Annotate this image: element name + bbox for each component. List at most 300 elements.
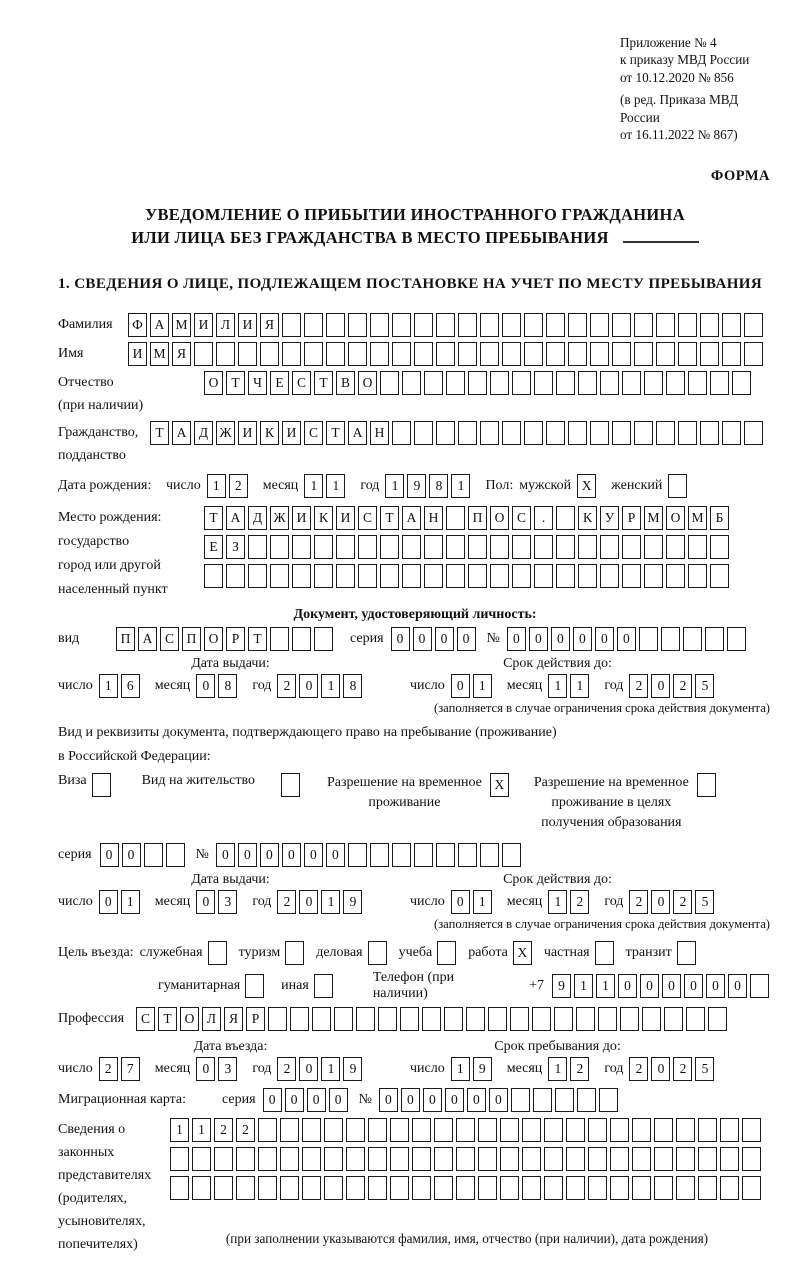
char-cell[interactable]: Д	[248, 506, 267, 530]
char-cell[interactable]: О	[204, 371, 223, 395]
char-cell[interactable]	[390, 1147, 409, 1171]
char-cell[interactable]: С	[292, 371, 311, 395]
char-cell[interactable]	[490, 535, 509, 559]
char-cell[interactable]	[424, 371, 443, 395]
char-cell[interactable]	[258, 1176, 277, 1200]
char-cell[interactable]: Ч	[248, 371, 267, 395]
char-cell[interactable]: 1	[548, 674, 567, 698]
char-cell[interactable]: 0	[451, 890, 470, 914]
char-cell[interactable]	[678, 342, 697, 366]
char-cell[interactable]: 2	[629, 1057, 648, 1081]
char-cell[interactable]	[742, 1147, 761, 1171]
char-cell[interactable]	[390, 1118, 409, 1142]
char-cell[interactable]: М	[150, 342, 169, 366]
char-cell[interactable]: Ж	[216, 421, 235, 445]
char-cell[interactable]	[720, 1147, 739, 1171]
char-cell[interactable]: 0	[489, 1088, 508, 1112]
char-cell[interactable]: О	[204, 627, 223, 651]
char-cell[interactable]: 1	[321, 1057, 340, 1081]
char-cell[interactable]	[270, 627, 289, 651]
char-cell[interactable]	[644, 564, 663, 588]
char-cell[interactable]	[544, 1147, 563, 1171]
char-cell[interactable]: 2	[229, 474, 248, 498]
char-cell[interactable]	[656, 421, 675, 445]
char-cell[interactable]: 0	[263, 1088, 282, 1112]
char-cell[interactable]: И	[128, 342, 147, 366]
char-cell[interactable]	[522, 1147, 541, 1171]
char-cell[interactable]	[698, 1118, 717, 1142]
char-cell[interactable]	[644, 371, 663, 395]
char-cell[interactable]: П	[468, 506, 487, 530]
char-cell[interactable]: 0	[573, 627, 592, 651]
char-cell[interactable]	[590, 313, 609, 337]
char-cell[interactable]	[380, 371, 399, 395]
char-cell[interactable]: 2	[277, 1057, 296, 1081]
char-cell[interactable]	[324, 1147, 343, 1171]
char-cell[interactable]	[192, 1147, 211, 1171]
char-cell[interactable]	[710, 564, 729, 588]
char-cell[interactable]: О	[180, 1007, 199, 1031]
char-cell[interactable]	[524, 342, 543, 366]
char-cell[interactable]	[490, 371, 509, 395]
char-cell[interactable]	[280, 1176, 299, 1200]
char-cell[interactable]	[656, 342, 675, 366]
char-cell[interactable]	[478, 1147, 497, 1171]
char-cell[interactable]: 9	[407, 474, 426, 498]
char-cell[interactable]: 1	[451, 1057, 470, 1081]
char-cell[interactable]	[208, 941, 227, 965]
char-cell[interactable]	[522, 1118, 541, 1142]
char-cell[interactable]	[510, 1007, 529, 1031]
char-cell[interactable]: X	[513, 941, 532, 965]
char-cell[interactable]	[697, 773, 716, 797]
char-cell[interactable]	[502, 313, 521, 337]
char-cell[interactable]: М	[688, 506, 707, 530]
char-cell[interactable]: А	[226, 506, 245, 530]
char-cell[interactable]: 0	[196, 674, 215, 698]
char-cell[interactable]	[292, 564, 311, 588]
char-cell[interactable]: 1	[596, 974, 615, 998]
char-cell[interactable]: 8	[429, 474, 448, 498]
char-cell[interactable]: И	[238, 421, 257, 445]
char-cell[interactable]: 0	[100, 843, 119, 867]
char-cell[interactable]	[248, 564, 267, 588]
char-cell[interactable]	[639, 627, 658, 651]
char-cell[interactable]: Ф	[128, 313, 147, 337]
char-cell[interactable]: 0	[640, 974, 659, 998]
char-cell[interactable]	[480, 843, 499, 867]
char-cell[interactable]: И	[336, 506, 355, 530]
char-cell[interactable]: Р	[246, 1007, 265, 1031]
char-cell[interactable]: К	[578, 506, 597, 530]
char-cell[interactable]	[634, 313, 653, 337]
char-cell[interactable]: С	[512, 506, 531, 530]
char-cell[interactable]	[732, 371, 751, 395]
char-cell[interactable]	[304, 342, 323, 366]
char-cell[interactable]: 1	[451, 474, 470, 498]
char-cell[interactable]	[534, 371, 553, 395]
char-cell[interactable]: И	[282, 421, 301, 445]
char-cell[interactable]	[720, 1118, 739, 1142]
char-cell[interactable]	[380, 535, 399, 559]
char-cell[interactable]: Я	[260, 313, 279, 337]
char-cell[interactable]	[412, 1176, 431, 1200]
char-cell[interactable]: 1	[548, 1057, 567, 1081]
char-cell[interactable]	[368, 941, 387, 965]
char-cell[interactable]	[500, 1147, 519, 1171]
char-cell[interactable]	[600, 535, 619, 559]
char-cell[interactable]	[402, 535, 421, 559]
char-cell[interactable]	[358, 564, 377, 588]
char-cell[interactable]: X	[577, 474, 596, 498]
char-cell[interactable]	[434, 1147, 453, 1171]
char-cell[interactable]: И	[194, 313, 213, 337]
char-cell[interactable]	[281, 773, 300, 797]
char-cell[interactable]	[676, 1118, 695, 1142]
char-cell[interactable]	[654, 1176, 673, 1200]
char-cell[interactable]: 2	[277, 674, 296, 698]
char-cell[interactable]: 1	[570, 674, 589, 698]
char-cell[interactable]	[610, 1118, 629, 1142]
char-cell[interactable]	[595, 941, 614, 965]
char-cell[interactable]	[422, 1007, 441, 1031]
char-cell[interactable]: 1	[321, 674, 340, 698]
char-cell[interactable]: 1	[207, 474, 226, 498]
char-cell[interactable]	[458, 843, 477, 867]
char-cell[interactable]	[436, 313, 455, 337]
char-cell[interactable]	[358, 535, 377, 559]
char-cell[interactable]	[710, 535, 729, 559]
char-cell[interactable]: С	[358, 506, 377, 530]
char-cell[interactable]: 1	[574, 974, 593, 998]
char-cell[interactable]: А	[138, 627, 157, 651]
char-cell[interactable]	[634, 342, 653, 366]
char-cell[interactable]	[166, 843, 185, 867]
char-cell[interactable]: 9	[552, 974, 571, 998]
char-cell[interactable]	[546, 313, 565, 337]
char-cell[interactable]	[566, 1147, 585, 1171]
char-cell[interactable]: 5	[695, 890, 714, 914]
char-cell[interactable]	[424, 564, 443, 588]
char-cell[interactable]	[312, 1007, 331, 1031]
char-cell[interactable]: И	[238, 313, 257, 337]
char-cell[interactable]	[656, 313, 675, 337]
char-cell[interactable]	[292, 627, 311, 651]
char-cell[interactable]: А	[348, 421, 367, 445]
char-cell[interactable]	[236, 1176, 255, 1200]
char-cell[interactable]: 0	[651, 674, 670, 698]
char-cell[interactable]	[245, 974, 264, 998]
char-cell[interactable]: З	[226, 535, 245, 559]
char-cell[interactable]: Б	[710, 506, 729, 530]
char-cell[interactable]	[424, 535, 443, 559]
char-cell[interactable]: 0	[423, 1088, 442, 1112]
char-cell[interactable]	[285, 941, 304, 965]
char-cell[interactable]	[434, 1118, 453, 1142]
char-cell[interactable]: А	[150, 313, 169, 337]
char-cell[interactable]	[708, 1007, 727, 1031]
char-cell[interactable]	[742, 1118, 761, 1142]
char-cell[interactable]	[568, 421, 587, 445]
char-cell[interactable]	[544, 1176, 563, 1200]
char-cell[interactable]	[346, 1118, 365, 1142]
char-cell[interactable]	[642, 1007, 661, 1031]
char-cell[interactable]	[524, 421, 543, 445]
char-cell[interactable]	[412, 1147, 431, 1171]
char-cell[interactable]: Т	[380, 506, 399, 530]
char-cell[interactable]: 0	[326, 843, 345, 867]
char-cell[interactable]: 0	[379, 1088, 398, 1112]
char-cell[interactable]	[480, 313, 499, 337]
char-cell[interactable]	[290, 1007, 309, 1031]
char-cell[interactable]	[686, 1007, 705, 1031]
char-cell[interactable]	[468, 535, 487, 559]
char-cell[interactable]	[722, 342, 741, 366]
char-cell[interactable]	[456, 1147, 475, 1171]
char-cell[interactable]	[346, 1176, 365, 1200]
char-cell[interactable]: 0	[684, 974, 703, 998]
char-cell[interactable]: Ж	[270, 506, 289, 530]
char-cell[interactable]: 0	[651, 890, 670, 914]
char-cell[interactable]	[683, 627, 702, 651]
char-cell[interactable]: 0	[595, 627, 614, 651]
char-cell[interactable]	[556, 371, 575, 395]
char-cell[interactable]	[554, 1007, 573, 1031]
char-cell[interactable]	[599, 1088, 618, 1112]
char-cell[interactable]	[555, 1088, 574, 1112]
char-cell[interactable]	[612, 313, 631, 337]
char-cell[interactable]: 1	[321, 890, 340, 914]
char-cell[interactable]: Р	[622, 506, 641, 530]
char-cell[interactable]: 0	[445, 1088, 464, 1112]
char-cell[interactable]	[524, 313, 543, 337]
char-cell[interactable]	[480, 342, 499, 366]
char-cell[interactable]	[478, 1176, 497, 1200]
char-cell[interactable]	[578, 535, 597, 559]
char-cell[interactable]: 0	[238, 843, 257, 867]
char-cell[interactable]: Н	[370, 421, 389, 445]
char-cell[interactable]	[446, 506, 465, 530]
char-cell[interactable]	[302, 1118, 321, 1142]
char-cell[interactable]	[236, 1147, 255, 1171]
char-cell[interactable]	[744, 421, 763, 445]
char-cell[interactable]	[214, 1147, 233, 1171]
char-cell[interactable]	[280, 1118, 299, 1142]
char-cell[interactable]	[612, 421, 631, 445]
char-cell[interactable]	[654, 1147, 673, 1171]
char-cell[interactable]: Т	[204, 506, 223, 530]
char-cell[interactable]	[402, 371, 421, 395]
char-cell[interactable]	[688, 535, 707, 559]
char-cell[interactable]	[280, 1147, 299, 1171]
char-cell[interactable]: П	[116, 627, 135, 651]
char-cell[interactable]	[588, 1176, 607, 1200]
char-cell[interactable]	[390, 1176, 409, 1200]
char-cell[interactable]	[566, 1118, 585, 1142]
char-cell[interactable]: А	[402, 506, 421, 530]
char-cell[interactable]: 2	[629, 890, 648, 914]
char-cell[interactable]: 0	[196, 1057, 215, 1081]
char-cell[interactable]: У	[600, 506, 619, 530]
char-cell[interactable]	[248, 535, 267, 559]
char-cell[interactable]: 0	[299, 1057, 318, 1081]
char-cell[interactable]: 3	[218, 1057, 237, 1081]
char-cell[interactable]	[194, 342, 213, 366]
char-cell[interactable]	[370, 313, 389, 337]
char-cell[interactable]	[677, 941, 696, 965]
char-cell[interactable]	[622, 371, 641, 395]
char-cell[interactable]	[700, 421, 719, 445]
char-cell[interactable]	[502, 342, 521, 366]
char-cell[interactable]: 2	[277, 890, 296, 914]
char-cell[interactable]	[302, 1176, 321, 1200]
char-cell[interactable]	[666, 535, 685, 559]
char-cell[interactable]	[533, 1088, 552, 1112]
char-cell[interactable]	[282, 342, 301, 366]
char-cell[interactable]: 1	[121, 890, 140, 914]
char-cell[interactable]: Р	[226, 627, 245, 651]
char-cell[interactable]: 9	[343, 1057, 362, 1081]
char-cell[interactable]	[502, 421, 521, 445]
char-cell[interactable]	[370, 843, 389, 867]
char-cell[interactable]	[750, 974, 769, 998]
char-cell[interactable]	[610, 1147, 629, 1171]
char-cell[interactable]	[744, 342, 763, 366]
char-cell[interactable]	[446, 564, 465, 588]
char-cell[interactable]	[566, 1176, 585, 1200]
char-cell[interactable]	[610, 1176, 629, 1200]
char-cell[interactable]	[392, 843, 411, 867]
char-cell[interactable]	[720, 1176, 739, 1200]
char-cell[interactable]: К	[314, 506, 333, 530]
char-cell[interactable]	[556, 506, 575, 530]
char-cell[interactable]	[336, 535, 355, 559]
char-cell[interactable]: 1	[385, 474, 404, 498]
char-cell[interactable]: 8	[218, 674, 237, 698]
char-cell[interactable]: 8	[343, 674, 362, 698]
char-cell[interactable]	[456, 1118, 475, 1142]
char-cell[interactable]	[588, 1147, 607, 1171]
char-cell[interactable]	[488, 1007, 507, 1031]
char-cell[interactable]	[478, 1118, 497, 1142]
char-cell[interactable]	[676, 1147, 695, 1171]
char-cell[interactable]	[414, 843, 433, 867]
char-cell[interactable]	[632, 1176, 651, 1200]
char-cell[interactable]	[370, 342, 389, 366]
char-cell[interactable]: 1	[170, 1118, 189, 1142]
char-cell[interactable]	[644, 535, 663, 559]
char-cell[interactable]	[620, 1007, 639, 1031]
char-cell[interactable]: Т	[314, 371, 333, 395]
char-cell[interactable]	[500, 1176, 519, 1200]
char-cell[interactable]	[314, 535, 333, 559]
char-cell[interactable]: Т	[248, 627, 267, 651]
char-cell[interactable]	[600, 564, 619, 588]
char-cell[interactable]	[612, 342, 631, 366]
char-cell[interactable]: 0	[285, 1088, 304, 1112]
char-cell[interactable]	[434, 1176, 453, 1200]
char-cell[interactable]: 2	[214, 1118, 233, 1142]
char-cell[interactable]	[622, 535, 641, 559]
char-cell[interactable]: М	[172, 313, 191, 337]
char-cell[interactable]: 1	[304, 474, 323, 498]
char-cell[interactable]: 0	[304, 843, 323, 867]
char-cell[interactable]: 0	[282, 843, 301, 867]
char-cell[interactable]	[698, 1147, 717, 1171]
char-cell[interactable]	[532, 1007, 551, 1031]
char-cell[interactable]: Л	[216, 313, 235, 337]
char-cell[interactable]: Т	[158, 1007, 177, 1031]
char-cell[interactable]	[722, 313, 741, 337]
char-cell[interactable]: 1	[99, 674, 118, 698]
char-cell[interactable]: 0	[401, 1088, 420, 1112]
char-cell[interactable]: 1	[473, 890, 492, 914]
char-cell[interactable]: 2	[570, 1057, 589, 1081]
char-cell[interactable]	[458, 421, 477, 445]
char-cell[interactable]	[368, 1176, 387, 1200]
char-cell[interactable]	[302, 1147, 321, 1171]
char-cell[interactable]	[260, 342, 279, 366]
char-cell[interactable]	[678, 313, 697, 337]
char-cell[interactable]: 2	[673, 674, 692, 698]
char-cell[interactable]	[458, 342, 477, 366]
char-cell[interactable]	[444, 1007, 463, 1031]
char-cell[interactable]	[324, 1176, 343, 1200]
char-cell[interactable]: 0	[307, 1088, 326, 1112]
char-cell[interactable]: 0	[216, 843, 235, 867]
char-cell[interactable]: 0	[299, 674, 318, 698]
char-cell[interactable]: 5	[695, 674, 714, 698]
char-cell[interactable]: 6	[121, 674, 140, 698]
char-cell[interactable]	[414, 342, 433, 366]
char-cell[interactable]	[512, 564, 531, 588]
char-cell[interactable]	[468, 564, 487, 588]
char-cell[interactable]	[502, 843, 521, 867]
char-cell[interactable]: 2	[570, 890, 589, 914]
char-cell[interactable]: 0	[662, 974, 681, 998]
char-cell[interactable]	[622, 564, 641, 588]
char-cell[interactable]	[678, 421, 697, 445]
char-cell[interactable]: Л	[202, 1007, 221, 1031]
char-cell[interactable]	[436, 421, 455, 445]
char-cell[interactable]	[446, 535, 465, 559]
char-cell[interactable]: Т	[326, 421, 345, 445]
char-cell[interactable]: О	[666, 506, 685, 530]
char-cell[interactable]	[348, 843, 367, 867]
char-cell[interactable]	[727, 627, 746, 651]
char-cell[interactable]	[568, 342, 587, 366]
char-cell[interactable]	[380, 564, 399, 588]
char-cell[interactable]	[468, 371, 487, 395]
char-cell[interactable]	[92, 773, 111, 797]
char-cell[interactable]	[334, 1007, 353, 1031]
char-cell[interactable]	[324, 1118, 343, 1142]
char-cell[interactable]	[238, 342, 257, 366]
char-cell[interactable]	[546, 342, 565, 366]
char-cell[interactable]: 5	[695, 1057, 714, 1081]
char-cell[interactable]: 2	[673, 1057, 692, 1081]
char-cell[interactable]: 0	[507, 627, 526, 651]
char-cell[interactable]: 0	[329, 1088, 348, 1112]
char-cell[interactable]: Я	[172, 342, 191, 366]
char-cell[interactable]	[258, 1118, 277, 1142]
char-cell[interactable]: 0	[122, 843, 141, 867]
char-cell[interactable]: Т	[226, 371, 245, 395]
char-cell[interactable]	[446, 371, 465, 395]
char-cell[interactable]	[402, 564, 421, 588]
char-cell[interactable]	[346, 1147, 365, 1171]
char-cell[interactable]: И	[292, 506, 311, 530]
